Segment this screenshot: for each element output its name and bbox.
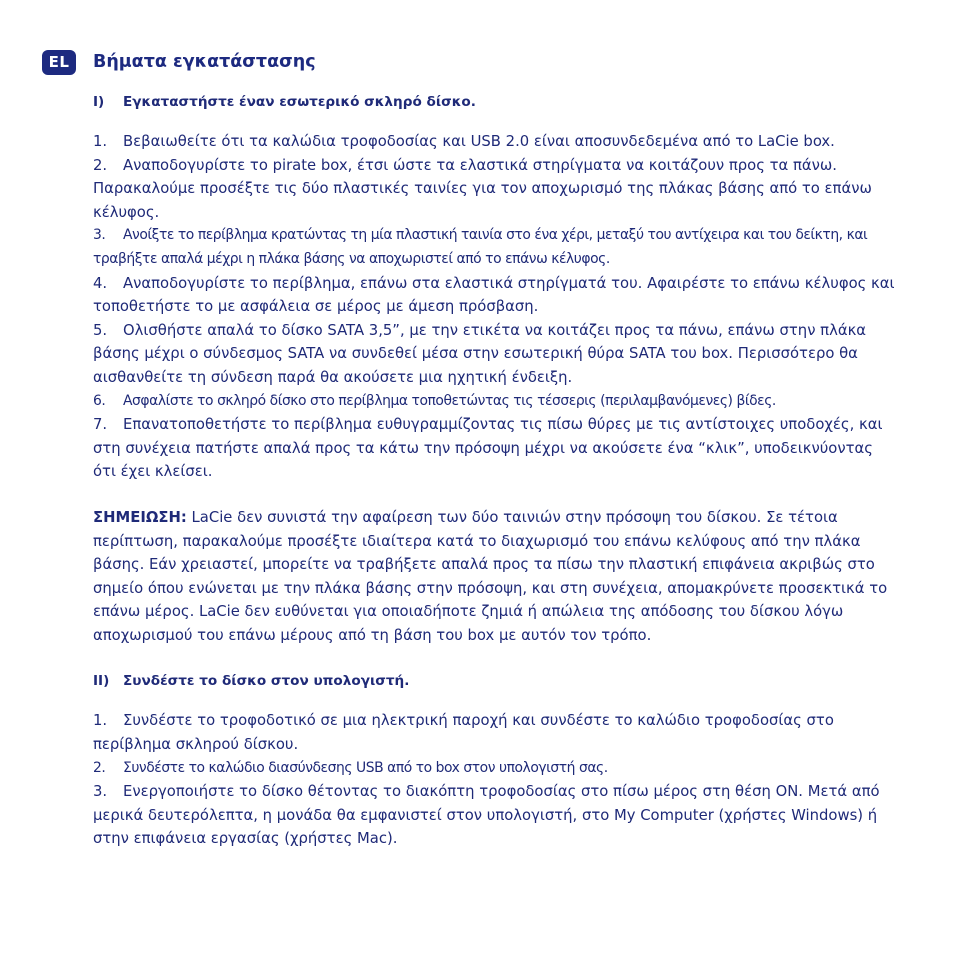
step-text: Επανατοποθετήστε το περίβλημα ευθυγραμμίζοντας τις πίσω θύρες με τις αντίστοιχες υποδοχές, και στη συνέχεια πατήστε απαλά προς τα κάτω την πρόσοψη μέχρι να ακούσετε ένα “κλικ”, υποδεικνύοντας ότι έχει κλείσει. — [93, 416, 883, 481]
section-2-steps — [93, 709, 899, 851]
language-badge: EL — [42, 50, 76, 75]
section-1-steps — [93, 130, 899, 484]
list-item — [93, 780, 899, 851]
section-2-number: II) — [93, 673, 110, 690]
list-item — [93, 413, 899, 484]
step-text: Αναποδογυρίστε το περίβλημα, επάνω στα ελαστικά στηρίγματά του. Αφαιρέστε το επάνω κέλυφος και τοποθετήστε το με ασφάλεια σε μέρος με άμεση πρόσβαση. — [93, 274, 895, 316]
step-number: 1. — [93, 133, 108, 150]
section-1-heading — [93, 93, 899, 112]
step-text: Ασφαλίστε το σκληρό δίσκο στο περίβλημα τοποθετώντας τις τέσσερις (περιλαμβανόμενες) βίδες. — [123, 392, 776, 409]
step-number: 2. — [93, 759, 106, 776]
section-2-heading — [93, 672, 899, 691]
list-item — [93, 130, 899, 154]
section-1-title: Εγκαταστήστε έναν εσωτερικό σκληρό δίσκο. — [123, 94, 476, 110]
step-number: 3. — [93, 227, 106, 244]
step-text: Βεβαιωθείτε ότι τα καλώδια τροφοδοσίας και USB 2.0 είναι αποσυνδεδεμένα από το LaCie box. — [123, 133, 835, 150]
list-item — [93, 757, 899, 781]
list-item — [93, 390, 899, 414]
step-text: Ολισθήστε απαλά το δίσκο SATA 3,5”, με την ετικέτα να κοιτάζει προς τα πάνω, επάνω στην πλάκα βάσης μέχρι ο σύνδεσμος SATA να συνδεθεί μέσα στην εσωτερική θύρα SATA του box. Περισσότερο θα αισθανθείτε τη σύνδεση παρά θα ακούσετε μια ηχητική ένδειξη. — [93, 321, 867, 386]
note-text: LaCie δεν συνιστά την αφαίρεση των δύο ταινιών στην πρόσοψη του δίσκου. Σε τέτοια περίπτωση, παρακαλούμε προσέξτε ιδιαίτερα κατά το διαχωρισμό του επάνω κελύφους από την πλάκα βάσης. Εάν χρειαστεί, μπορείτε να τραβήξετε απαλά προς τα πίσω την πλαστική επιφάνεια ακριβώς στο σημείο όπου ενώνεται με την πλάκα βάσης στην πρόσοψη, και στη συνέχεια, απομακρύνετε προσεκτικά το επάνω μέρος. LaCie δεν ευθύνεται για οποιαδήποτε ζημιά ή απώλεια της απόδοσης του δίσκου λόγω αποχωρισμού του επάνω μέρους από τη βάση του box με αυτόν τον τρόπο. — [93, 508, 888, 644]
step-number: 4. — [93, 274, 108, 292]
step-number: 5. — [93, 321, 108, 339]
section-2-title: Συνδέστε το δίσκο στον υπολογιστή. — [123, 673, 410, 690]
list-item — [93, 154, 899, 225]
list-item — [93, 272, 899, 319]
step-number: 2. — [93, 156, 108, 174]
note-paragraph — [93, 506, 899, 648]
list-item — [93, 709, 899, 756]
step-text: Ανοίξτε το περίβλημα κρατώντας τη μία πλαστική ταινία στο ένα χέρι, μεταξύ του αντίχειρα και του δείκτη, και τραβήξτε απαλά μέχρι η πλάκα βάσης να αποχωριστεί από το επάνω κέλυφος. — [93, 227, 868, 267]
step-text: Συνδέστε το καλώδιο διασύνδεσης USB από το box στον υπολογιστή σας. — [123, 759, 608, 776]
step-text: Ενεργοποιήστε το δίσκο θέτοντας το διακόπτη τροφοδοσίας στο πίσω μέρος στη θέση ON. Μετά από μερικά δευτερόλεπτα, η μονάδα θα εμφανιστεί στον υπολογιστή, στο My Computer (χρήστες Windows) ή στην επιφάνεια εργασίας (χρήστες Mac). — [93, 783, 880, 848]
step-number: 3. — [93, 783, 108, 801]
note-label: ΣΗΜΕΙΩΣΗ: — [93, 508, 187, 526]
step-number: 6. — [93, 392, 106, 409]
page-content — [93, 93, 899, 851]
page-title: Βήματα εγκατάστασης — [93, 52, 316, 72]
step-number: 7. — [93, 416, 108, 434]
section-1-number: I) — [93, 94, 105, 110]
step-text: Αναποδογυρίστε το pirate box, έτσι ώστε τα ελαστικά στηρίγματα να κοιτάζουν προς τα πάνω. Παρακαλούμε προσέξτε τις δύο πλαστικές ταινίες για τον αποχωρισμό της πλάκας βάσης από το επάνω κέλυφος. — [93, 156, 872, 221]
list-item — [93, 319, 899, 390]
step-number: 1. — [93, 712, 108, 730]
step-text: Συνδέστε το τροφοδοτικό σε μια ηλεκτρική παροχή και συνδέστε το καλώδιο τροφοδοσίας στο περίβλημα σκληρού δίσκου. — [93, 712, 834, 754]
list-item — [93, 224, 899, 271]
